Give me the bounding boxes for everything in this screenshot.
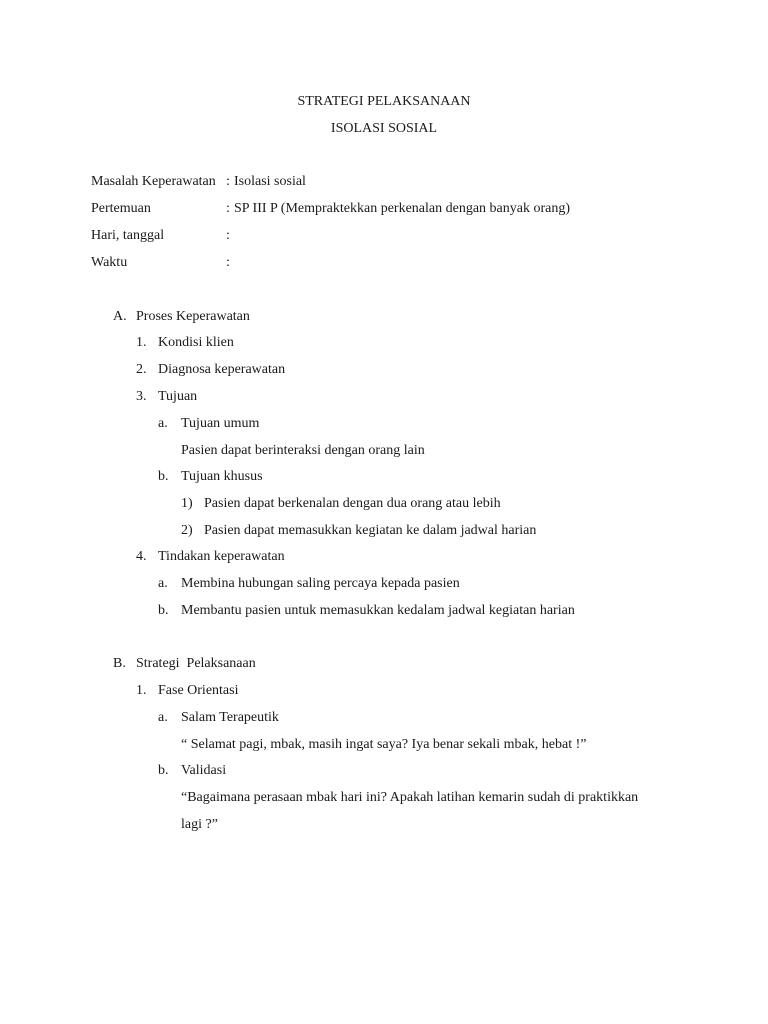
list-marker: 2.: [136, 362, 147, 377]
list-item-fase-orientasi: Fase Orientasi: [158, 683, 239, 698]
sublist-body-tujuan-umum: Pasien dapat berinteraksi dengan orang lain: [181, 443, 425, 458]
sublist-marker: b.: [158, 603, 169, 618]
sublist-item-validasi: Validasi: [181, 763, 227, 778]
list-item-tujuan: Tujuan: [158, 389, 198, 404]
field-value-pertemuan: SP III P (Mempraktekkan perkenalan dengan banyak orang): [234, 201, 571, 216]
section-marker: A.: [113, 309, 127, 324]
sublist-item: Membina hubungan saling percaya kepada pasien: [181, 576, 460, 591]
sublist-marker: a.: [158, 710, 168, 725]
subsublist-item: Pasien dapat memasukkan kegiatan ke dalam jadwal harian: [204, 523, 537, 538]
field-label-pertemuan: Pertemuan: [91, 201, 151, 216]
field-value-masalah: Isolasi sosial: [234, 174, 306, 189]
list-marker: 3.: [136, 389, 147, 404]
list-marker: 1.: [136, 683, 147, 698]
section-heading-proses-keperawatan: Proses Keperawatan: [136, 309, 250, 324]
subsublist-item: Pasien dapat berkenalan dengan dua orang atau lebih: [204, 496, 501, 511]
sublist-item-tujuan-khusus: Tujuan khusus: [181, 469, 263, 484]
field-separator: :: [226, 228, 230, 243]
field-separator: :: [226, 201, 230, 216]
dialogue-quote: “Bagaimana perasaan mbak hari ini? Apakah latihan kemarin sudah di praktikkan: [181, 790, 639, 805]
field-separator: :: [226, 174, 230, 189]
sublist-marker: b.: [158, 763, 169, 778]
sublist-marker: b.: [158, 469, 169, 484]
subsublist-marker: 1): [181, 496, 193, 511]
list-item-kondisi-klien: Kondisi klien: [158, 335, 234, 350]
dialogue-quote: “ Selamat pagi, mbak, masih ingat saya? Iya benar sekali mbak, hebat !”: [181, 737, 587, 752]
document-title: STRATEGI PELAKSANAAN: [297, 94, 471, 109]
field-label-waktu: Waktu: [91, 255, 128, 270]
sublist-item: Membantu pasien untuk memasukkan kedalam jadwal kegiatan harian: [181, 603, 575, 618]
document-subtitle: ISOLASI SOSIAL: [330, 121, 438, 136]
sublist-item-salam-terapeutik: Salam Terapeutik: [181, 710, 279, 725]
list-item-diagnosa: Diagnosa keperawatan: [158, 362, 286, 377]
dialogue-quote-continued: lagi ?”: [181, 817, 218, 832]
sublist-marker: a.: [158, 416, 168, 431]
sublist-item-tujuan-umum: Tujuan umum: [181, 416, 260, 431]
section-marker: B.: [113, 656, 126, 671]
field-separator: :: [226, 255, 230, 270]
list-item-tindakan: Tindakan keperawatan: [158, 549, 285, 564]
section-heading-strategi-pelaksanaan: Strategi Pelaksanaan: [136, 656, 256, 671]
field-label-masalah: Masalah Keperawatan: [91, 174, 216, 189]
sublist-marker: a.: [158, 576, 168, 591]
list-marker: 4.: [136, 549, 147, 564]
field-label-hari-tanggal: Hari, tanggal: [91, 228, 165, 243]
subsublist-marker: 2): [181, 523, 193, 538]
list-marker: 1.: [136, 335, 147, 350]
